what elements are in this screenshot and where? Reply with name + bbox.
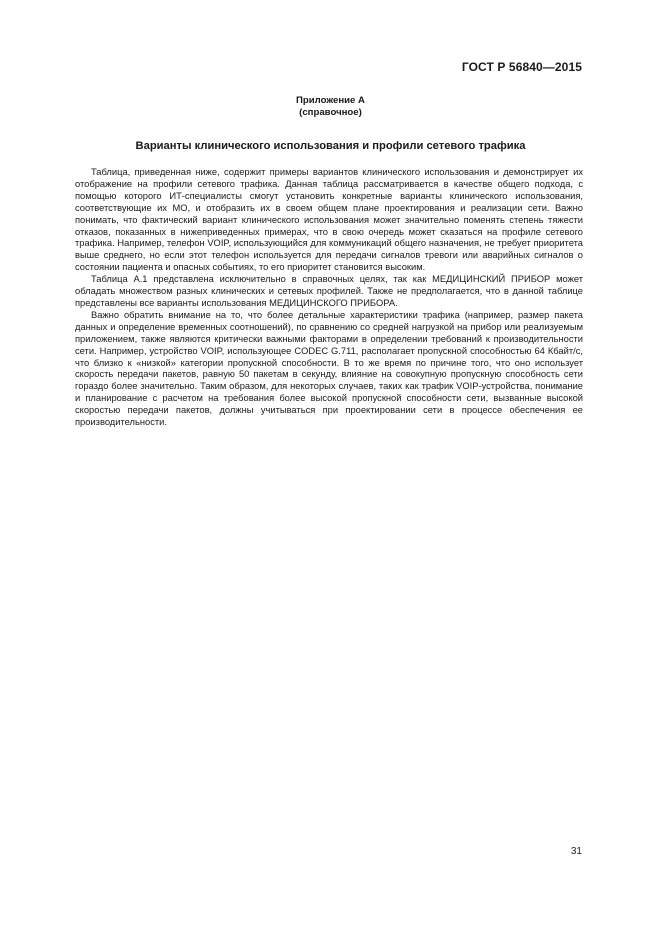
paragraph: Важно обратить внимание на то, что более детальные характеристики трафика (например, размер пакета данных и определение временных соотношений), по сравнению со средней нагрузкой на прибор или реализуемым приложением, также являются критически важными факторами в определении требований к производительности сети. Например, устройство VOIP, использующее CODEC G.711, располагает пропускной способностью 64 Кбайт/с, что близко к «низкой» категории пропускной способности. В то же время по причине того, что оно использует скорость передачи пакетов, равную 50 пакетам в секунду, влияние на совокупную пропускную способность сети гораздо более значительно. Таким образом, для некоторых случаев, таких как трафик VOIP-устройства, понимание и планирование с расчетом на требования более высокой пропускной способности сети, вызванные высокой скоростью передачи пакетов, должны учитываться при проектировании сети в процессе обеспечения ее производительности.: [75, 309, 583, 428]
section-title: Варианты клинического использования и профили сетевого трафика: [135, 140, 526, 152]
document-code: ГОСТ Р 56840—2015: [461, 60, 582, 74]
body-text: [75, 167, 583, 429]
paragraph: Таблица, приведенная ниже, содержит примеры вариантов клинического использования и демонстрирует их отображение на профили сетевого трафика. Данная таблица рассматривается в качестве общего подхода, с помощью которого ИТ-специалисты смогут установить конкретные варианты клинического использования, соответствующие их МО, и отобразить их в своем общем плане проектирования и реализации сети. Важно понимать, что фактический вариант клинического использования может значительно поменять степень тяжести отказов, показанных в нижеприведенных примерах, что в свою очередь может сказаться на профиле сетевого трафика. Например, телефон VOIP, использующийся для коммуникаций общего назначения, не требует приоритета выше среднего, но если этот телефон используется для передачи сигналов тревоги или аварийных сигналов о состоянии пациента и опасных событиях, то его приоритет становится высоким.: [75, 167, 583, 273]
paragraph: Таблица А.1 представлена исключительно в справочных целях, так как МЕДИЦИНСКИЙ ПРИБОР может обладать множеством разных клинических и сетевых профилей. Также не предполагается, что в данной таблице представлены все варианты использования МЕДИЦИНСКОГО ПРИБОРА.: [75, 274, 583, 308]
annex-status: (справочное): [299, 107, 362, 118]
annex-heading: [0, 95, 661, 119]
page-number: 31: [570, 846, 582, 857]
annex-title: Приложение А: [296, 95, 365, 106]
